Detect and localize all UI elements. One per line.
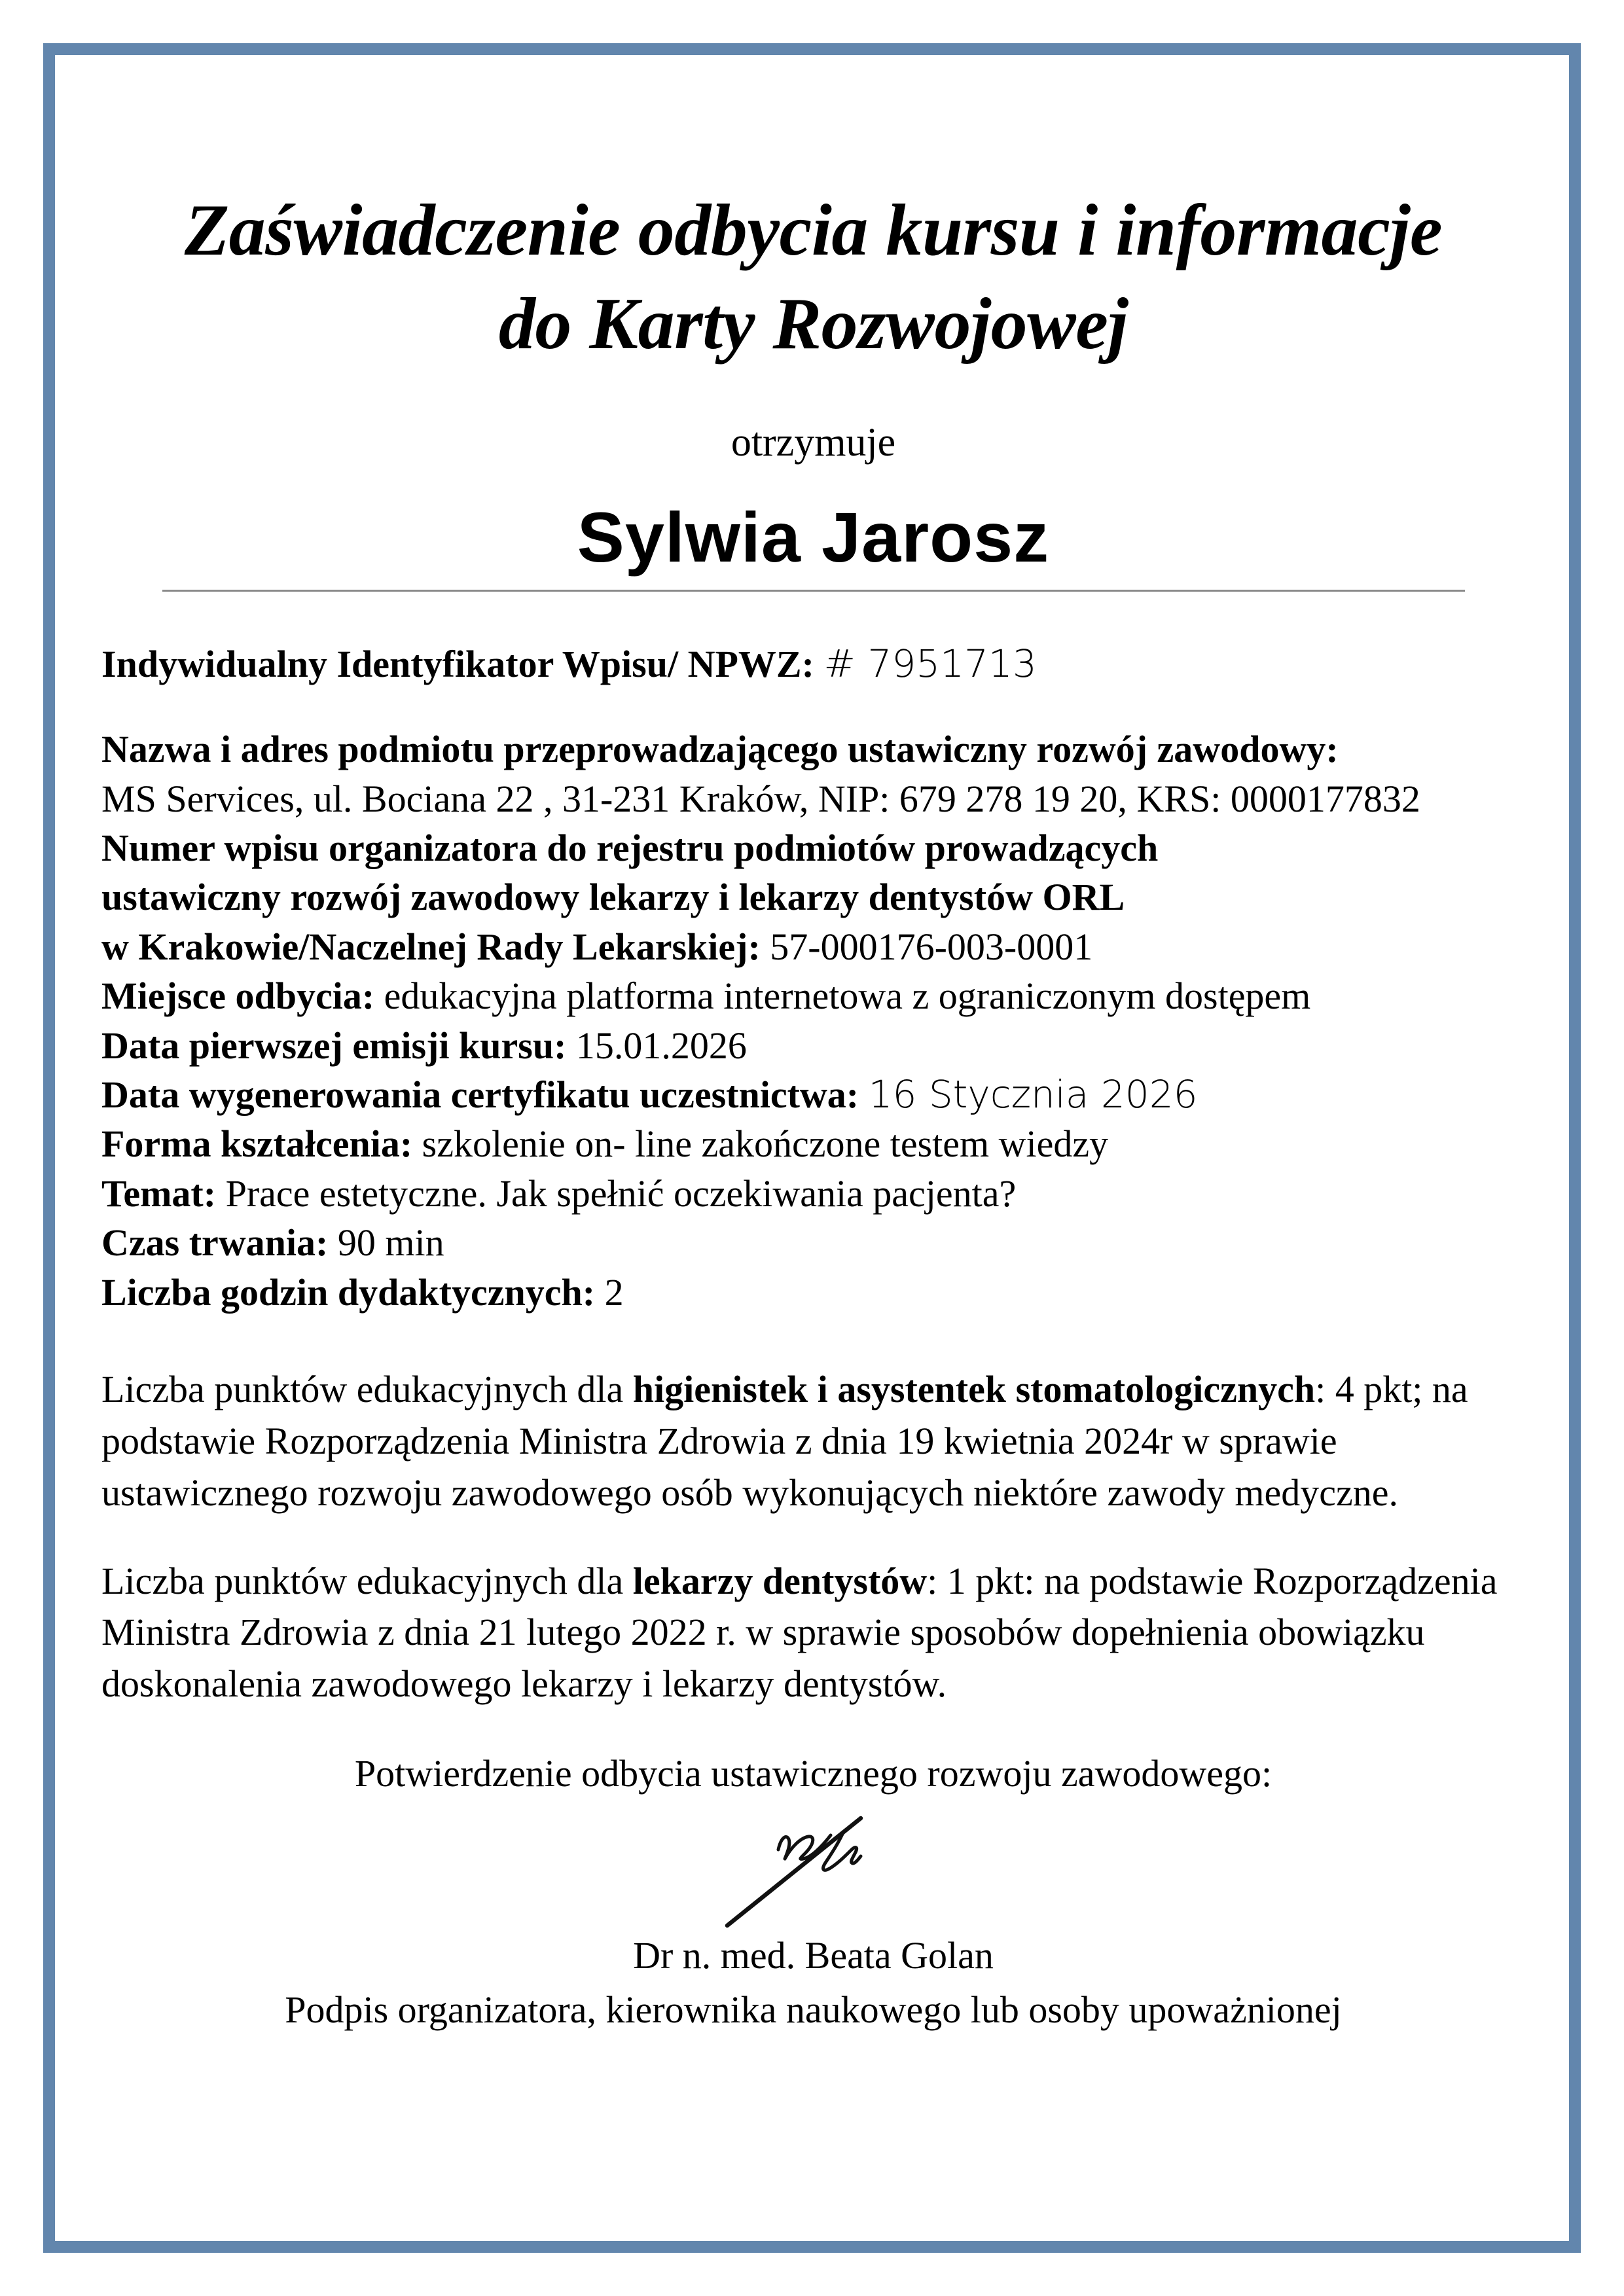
registry-label-line-2: ustawiczny rozwój zawodowy lekarzy i lekarzy dentystów ORL (101, 876, 1125, 919)
dentists-intro: Liczba punktów edukacyjnych dla (101, 1559, 633, 1602)
registry-number: 57-000176-003-0001 (770, 925, 1093, 968)
duration-label: Czas trwania: (101, 1221, 329, 1265)
hygienists-intro: Liczba punktów edukacyjnych dla (101, 1367, 633, 1410)
duration-row (101, 1218, 1525, 1267)
title-line-2: do Karty Rozwojowej (498, 283, 1128, 365)
handwritten-signature-icon (101, 1812, 1525, 1930)
duration-value: 90 min (337, 1221, 444, 1265)
dentists-audience: lekarzy dentystów (632, 1559, 928, 1602)
form-value: szkolenie on- line zakończone testem wiedzy (422, 1122, 1109, 1166)
generated-date-row (101, 1070, 1525, 1119)
title-line-1: Zaświadczenie odbycia kursu i informacje (184, 190, 1443, 271)
dentists-rest: : 1 pkt: na podstawie Rozporządzenia Ministra Zdrowia z dnia 21 lutego 2022 r. w sprawie sposobów dopełnienia obowiązku doskonalenia zawodowego lekarzy i lekarzy dentystów. (101, 1559, 1498, 1706)
educational-points (101, 1364, 1525, 1710)
identifier-row (101, 640, 1525, 689)
topic-row (101, 1169, 1525, 1218)
first-emission-value: 15.01.2026 (575, 1024, 747, 1067)
organizer-address: MS Services, ul. Bociana 22 , 31-231 Kraków, NIP: 679 278 19 20, KRS: 0000177832 (101, 777, 1420, 820)
form-row (101, 1119, 1525, 1168)
registry-label-line-3: w Krakowie/Naczelnej Rady Lekarskiej: (101, 925, 761, 968)
first-emission-label: Data pierwszej emisji kursu: (101, 1024, 567, 1067)
venue-value: edukacyjna platforma internetowa z ograniczonym dostępem (384, 975, 1311, 1018)
points-paragraph-dentists (101, 1556, 1525, 1711)
form-label: Forma kształcenia: (101, 1122, 413, 1166)
hygienists-audience: higienistek i asystentek stomatologicznych (632, 1367, 1316, 1410)
venue-row (101, 971, 1525, 1020)
registry-label-row-1 (101, 823, 1525, 872)
organizer-label: Nazwa i adres podmiotu przeprowadzającego ustawiczny rozwój zawodowy: (101, 728, 1339, 771)
first-emission-row (101, 1021, 1525, 1070)
registry-label-line-1: Numer wpisu organizatora do rejestru podmiotów prowadzących (101, 826, 1159, 869)
generated-date-value: 16 Stycznia 2026 (868, 1071, 1198, 1117)
hygienists-rest: : 4 pkt; na podstawie Rozporządzenia Ministra Zdrowia z dnia 19 kwietnia 2024r w sprawie ustawicznego rozwoju zawodowego osób wykonujących niektóre zawody medyczne. (101, 1367, 1468, 1514)
recipient-name: Sylwia Jarosz (577, 497, 1050, 577)
topic-value: Prace estetyczne. Jak spełnić oczekiwania pacjenta? (225, 1172, 1017, 1215)
registry-value-row (101, 922, 1525, 971)
name-underline-rule (162, 590, 1465, 592)
identifier-label: Indywidualny Identyfikator Wpisu/ NPWZ: (101, 642, 814, 685)
registry-label-row-2 (101, 872, 1525, 922)
course-details (101, 725, 1525, 1317)
signature-caption: Podpis organizatora, kierownika naukowego lub osoby upoważnionej (285, 1988, 1342, 2032)
certificate-content (101, 43, 1525, 2253)
confirmation-text: Potwierdzenie odbycia ustawicznego rozwoju zawodowego: (354, 1752, 1272, 1795)
generated-date-label: Data wygenerowania certyfikatu uczestnictwa: (101, 1073, 859, 1116)
venue-label: Miejsce odbycia: (101, 975, 375, 1018)
certificate-title (101, 43, 1525, 372)
signature-section (101, 1751, 1525, 2033)
organizer-address-row (101, 774, 1525, 823)
identifier-value: # 7951713 (823, 641, 1037, 686)
signer-name: Dr n. med. Beata Golan (633, 1933, 994, 1977)
topic-label: Temat: (101, 1172, 217, 1215)
hours-label: Liczba godzin dydaktycznych: (101, 1270, 596, 1314)
hours-value: 2 (604, 1270, 624, 1314)
points-paragraph-hygienists (101, 1364, 1525, 1519)
hours-row (101, 1268, 1525, 1317)
organizer-label-row (101, 725, 1525, 774)
receives-label: otrzymuje (731, 420, 896, 465)
